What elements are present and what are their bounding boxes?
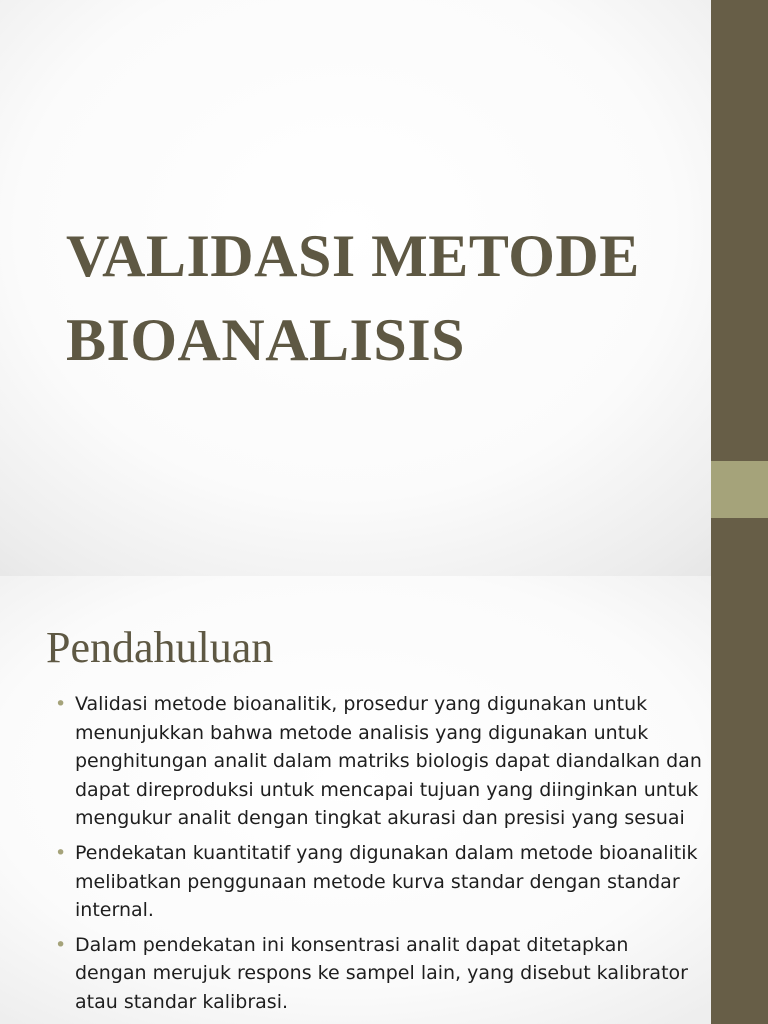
sidebar-stripe <box>711 576 768 1024</box>
section-heading: Pendahuluan <box>46 623 274 672</box>
bullet-dot-icon: • <box>55 933 67 956</box>
bullet-dot-icon: • <box>55 693 67 715</box>
bullet-dot-icon: • <box>55 841 67 864</box>
sidebar-accent-block <box>711 461 768 518</box>
bullet-item <box>52 931 704 1017</box>
slide-title-line-1: VALIDASI METODE <box>66 223 640 289</box>
slide-title-line-2: BIOANALISIS <box>66 307 465 373</box>
bullet-text: Validasi metode bioanalitik, prosedur yang digunakan untuk menunjukkan bahwa metode analisis yang digunakan untuk penghitungan analit dalam matriks biologis dapat diandalkan dan dapat direproduksi untuk mencapai tujuan yang diinginkan untuk mengukur analit dengan tingkat akurasi dan presisi yang sesuai <box>75 693 702 830</box>
bullet-item <box>52 690 704 833</box>
bullet-list <box>52 690 704 1023</box>
bullet-item <box>52 839 704 925</box>
bullet-text: Dalam pendekatan ini konsentrasi analit dapat ditetapkan dengan merujuk respons ke sampel lain, yang disebut kalibrator atau standar kalibrasi. <box>75 933 688 1013</box>
bullet-text: Pendekatan kuantitatif yang digunakan dalam metode bioanalitik melibatkan penggunaan metode kurva standar dengan standar internal. <box>75 841 698 922</box>
slide-title <box>66 214 706 382</box>
content-slide <box>0 576 768 1024</box>
